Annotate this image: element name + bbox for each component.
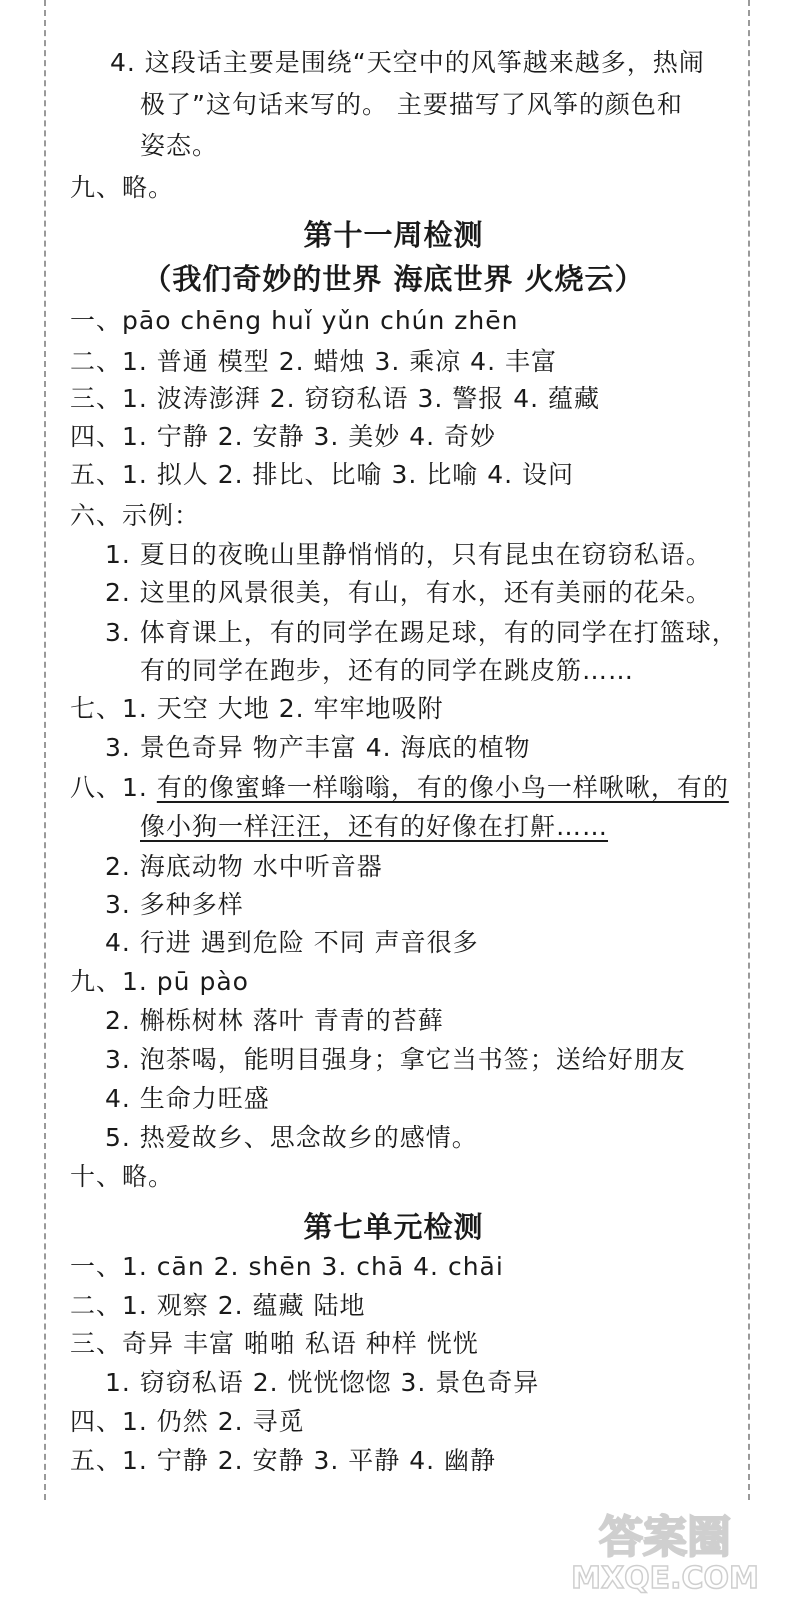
answer-line: 二、1. 观察 2. 蕴藏 陆地	[70, 1291, 366, 1320]
answer-line: 十、略。	[70, 1162, 175, 1191]
underlined-answer: 像小狗一样汪汪，还有的好像在打鼾……	[140, 812, 609, 841]
answer-line: 1. 夏日的夜晚山里静悄悄的，只有昆虫在窃窃私语。	[105, 540, 712, 569]
answer-line: 三、1. 波涛澎湃 2. 窃窃私语 3. 警报 4. 蕴藏	[70, 384, 601, 413]
answer-line: 2. 这里的风景很美，有山，有水，还有美丽的花朵。	[105, 578, 712, 607]
answer-line: 五、1. 宁静 2. 安静 3. 平静 4. 幽静	[70, 1446, 497, 1475]
answer-line: 1. 窃窃私语 2. 恍恍惚惚 3. 景色奇异	[105, 1368, 540, 1397]
answer-line: 3. 景色奇异 物产丰富 4. 海底的植物	[105, 733, 531, 762]
underlined-answer: 有的像蜜蜂一样嗡嗡，有的像小鸟一样啾啾，有的	[156, 773, 729, 802]
answer-prefix: 八、1.	[70, 773, 157, 802]
answer-line: 3. 多种多样	[105, 890, 244, 919]
answer-line: 姿态。	[140, 131, 219, 160]
answer-line: 3. 泡茶喝，能明目强身；拿它当书签；送给好朋友	[105, 1045, 686, 1074]
answer-line: 三、奇异 丰富 啪啪 私语 种样 恍恍	[70, 1329, 479, 1358]
answer-line: 2. 海底动物 水中听音器	[105, 852, 383, 881]
answer-line: 二、1. 普通 模型 2. 蜡烛 3. 乘凉 4. 丰富	[70, 347, 557, 376]
answer-line: 五、1. 拟人 2. 排比、比喻 3. 比喻 4. 设问	[70, 460, 575, 489]
answer-line	[70, 773, 729, 803]
answer-line: 四、1. 宁静 2. 安静 3. 美妙 4. 奇妙	[70, 422, 497, 451]
answer-line: 2. 槲栎树林 落叶 青青的苔藓	[105, 1006, 444, 1035]
section-subtitle-week-11: （我们奇妙的世界 海底世界 火烧云）	[142, 262, 645, 296]
watermark-url: MXQE.COM	[571, 1561, 759, 1595]
answer-line: 有的同学在跑步，还有的同学在跳皮筋……	[140, 656, 635, 685]
answer-line: 极了”这句话来写的。 主要描写了风筝的颜色和	[140, 90, 683, 119]
answer-line: 4. 行进 遇到危险 不同 声音很多	[105, 928, 479, 957]
answer-line: 4. 这段话主要是围绕“天空中的风筝越来越多，热闹	[110, 48, 705, 77]
answer-line: 六、示例：	[70, 501, 201, 530]
section-title-unit-7: 第七单元检测	[303, 1210, 484, 1244]
answer-line: 九、略。	[70, 173, 175, 202]
watermark-logo	[555, 1500, 775, 1595]
answer-line: 九、1. pū pào	[70, 967, 249, 996]
answer-line: 5. 热爱故乡、思念故乡的感情。	[105, 1123, 478, 1152]
section-title-week-11: 第十一周检测	[303, 218, 484, 252]
watermark-title: 答案圈	[599, 1512, 731, 1563]
answer-line: 七、1. 天空 大地 2. 牢牢地吸附	[70, 694, 444, 723]
answer-line: 一、pāo chēng huǐ yǔn chún zhēn	[70, 306, 519, 335]
answer-line: 3. 体育课上，有的同学在踢足球，有的同学在打篮球，	[105, 618, 738, 647]
answer-line: 4. 生命力旺盛	[105, 1084, 270, 1113]
answer-line: 四、1. 仍然 2. 寻觅	[70, 1407, 305, 1436]
answer-line: 一、1. cān 2. shēn 3. chā 4. chāi	[70, 1252, 504, 1281]
